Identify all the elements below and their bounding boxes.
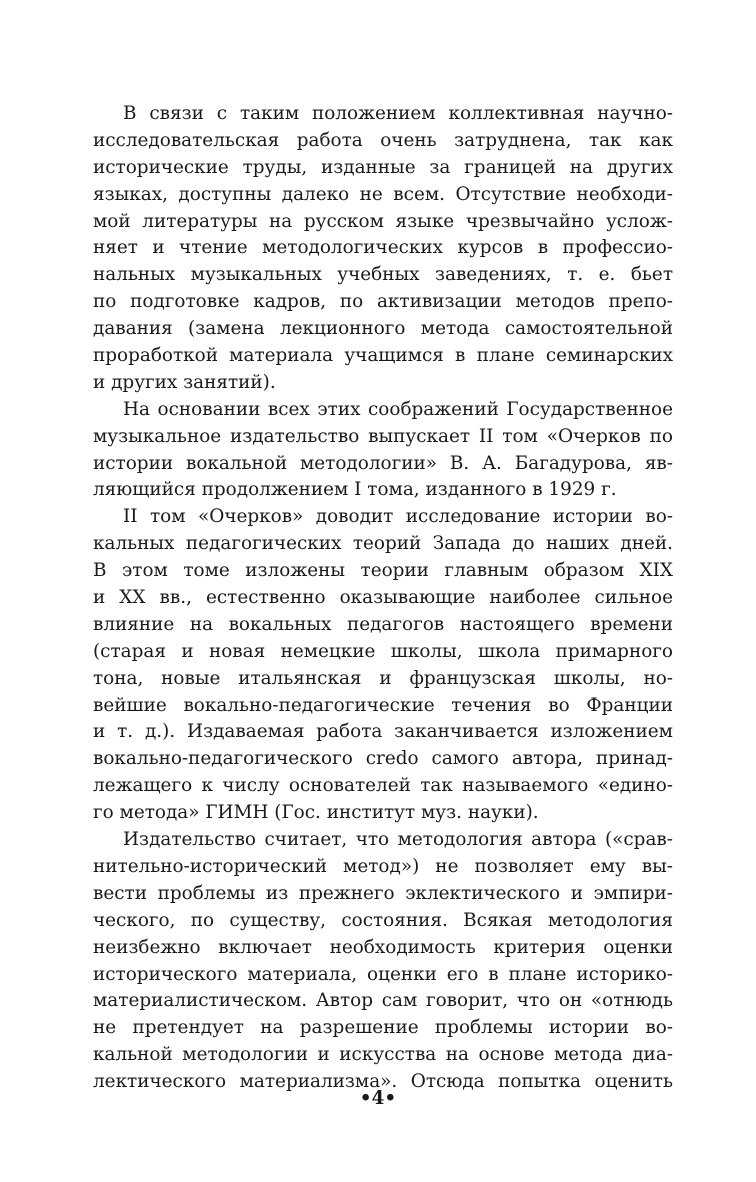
text-line: не претендует на разрешение проблемы истории во- (93, 1017, 673, 1039)
text-line: истории вокальной методологии» В. А. Багадурова, яв- (93, 452, 673, 474)
text-line: проработкой материала учащимся в плане семинарских (93, 345, 673, 367)
text-line: вокально-педагогического credo самого автора, принад- (93, 748, 673, 770)
text-line: В этом томе изложены теории главным образом XIX (93, 560, 673, 582)
text-line: неизбежно включает необходимость критерия оценки (93, 936, 673, 958)
text-line: исследовательская работа очень затруднена, так как (93, 129, 673, 151)
text-line: влияние на вокальных педагогов настоящего времени (93, 613, 673, 635)
text-line: Издательство считает, что методология автора («срав- (123, 829, 673, 851)
text-line: музыкальное издательство выпускает II том «Очерков по (93, 425, 673, 447)
text-line: II том «Очерков» доводит исследование истории во- (123, 506, 673, 528)
text-line: и т. д.). Издаваемая работа заканчивается изложением (93, 721, 673, 743)
text-line: ляющийся продолжением I тома, изданного в 1929 г. (93, 479, 617, 501)
text-line: тона, новые итальянская и французская школы, но- (93, 667, 673, 689)
text-line: нительно-исторический метод») не позволяет ему вы- (93, 855, 673, 877)
text-line: кальной методологии и искусства на основе метода диа- (93, 1044, 673, 1066)
text-line: языках, доступны далеко не всем. Отсутствие необходи- (93, 183, 673, 205)
text-line: давания (замена лекционного метода самостоятельной (93, 318, 673, 340)
text-line: (старая и новая немецкие школы, школа примарного (93, 640, 673, 662)
text-line: няет и чтение методологических курсов в профессио- (93, 237, 673, 259)
text-line: и других занятий). (93, 371, 276, 393)
text-line: исторического материала, оценки его в плане историко- (93, 963, 673, 985)
text-line: материалистическом. Автор сам говорит, что он «отнюдь (93, 990, 673, 1012)
text-line: лектического материализма». Отсюда попытка оценить (93, 1071, 673, 1093)
page-number: •4• (359, 1088, 397, 1109)
text-line: На основании всех этих соображений Государственное (123, 398, 673, 420)
text-line: лежащего к числу основателей так называемого «едино- (93, 775, 673, 797)
body-text (93, 101, 673, 1096)
text-line: кальных педагогических теорий Запада до наших дней. (93, 533, 673, 555)
text-line: нальных музыкальных учебных заведениях, т. е. бьет (93, 264, 673, 286)
text-line: и XX вв., естественно оказывающие наиболее сильное (93, 587, 673, 609)
text-line: вейшие вокально-педагогические течения во Франции (93, 694, 673, 716)
text-line: го метода» ГИМН (Гос. институт муз. науки). (93, 802, 539, 824)
text-line: вести проблемы из прежнего эклектического и эмпири- (93, 882, 673, 904)
text-line: ческого, по существу, состояния. Всякая методология (93, 909, 673, 931)
text-line: исторические труды, изданные за границей на других (93, 156, 673, 178)
text-line: по подготовке кадров, по активизации методов препо- (93, 291, 673, 313)
text-line: В связи с таким положением коллективная научно- (123, 103, 673, 124)
text-line: мой литературы на русском языке чрезвычайно услож- (93, 210, 673, 232)
